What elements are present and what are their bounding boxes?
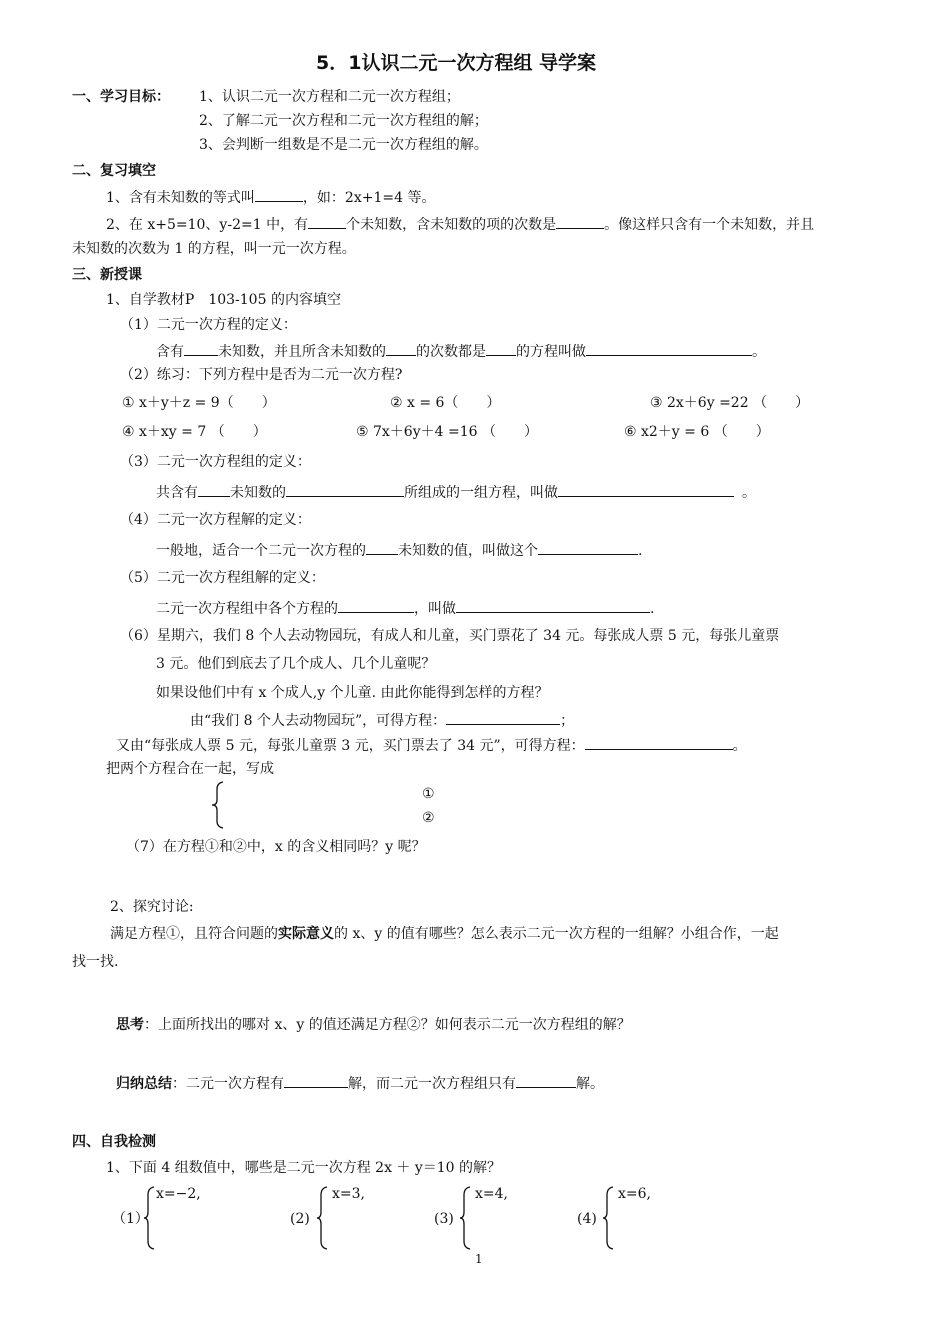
section-heading-selfcheck: 四、自我检测 <box>72 1134 156 1150</box>
text: 个未知数，含未知数的项的次数是 <box>346 217 557 233</box>
text: ：上面所找出的哪对 x、y 的值还满足方程②？如何表示二元一次方程组的解？ <box>144 1017 631 1033</box>
goal-item: 1、认识二元一次方程和二元一次方程组； <box>199 89 460 105</box>
summary <box>116 1073 604 1093</box>
exercise-heading: （2）练习：下列方程中是否为二元一次方程? <box>120 367 403 383</box>
definition-heading: （5）二元一次方程组解的定义： <box>120 570 325 586</box>
brace-icon <box>602 1186 616 1250</box>
fill-blank[interactable] <box>184 341 218 356</box>
text: ：二元一次方程有 <box>172 1076 284 1092</box>
fill-blank[interactable] <box>516 1073 576 1088</box>
equation-marker: ① <box>422 786 435 802</box>
option-label: (4) <box>577 1211 597 1227</box>
review-q2 <box>106 214 814 234</box>
explore-text <box>110 925 779 943</box>
text: 未知数的值，叫做这个 <box>398 543 538 559</box>
text: 由“我们 8 个人去动物园玩”，可得方程： <box>190 713 447 729</box>
selfcheck-q1: 1、下面 4 组数值中，哪些是二元一次方程 2x ＋ y＝10 的解？ <box>106 1160 502 1176</box>
text: 又由“每张成人票 5 元，每张儿童票 3 元，买门票去了 34 元”，可得方程： <box>116 738 585 754</box>
text: 的方程叫做 <box>516 344 586 360</box>
fill-blank[interactable] <box>446 710 560 725</box>
fill-blank[interactable] <box>585 735 733 750</box>
section-heading-goals: 一、学习目标： <box>72 89 170 105</box>
text: 。像这样只含有一个未知数，并且 <box>604 217 815 233</box>
combine-prompt: 把两个方程合在一起，写成 <box>106 761 274 777</box>
text: 的次数都是 <box>416 344 486 360</box>
text: 的 x、y 的值有哪些？怎么表示二元一次方程的一组解？小组合作，一起 <box>334 926 779 942</box>
fill-blank[interactable] <box>338 598 414 613</box>
text: ，如：2x+1=4 等。 <box>302 190 436 206</box>
text: 含有 <box>156 344 184 360</box>
text: ； <box>560 713 575 729</box>
fill-blank[interactable] <box>486 341 516 356</box>
equation-prompt <box>116 735 747 755</box>
exercise-item: ⑤ 7x＋6y＋4 =16 （ ） <box>356 424 538 440</box>
text: 解。 <box>576 1076 604 1092</box>
fill-blank[interactable] <box>308 214 346 229</box>
text: 所组成的一组方程，叫做 <box>404 485 558 501</box>
text: 二元一次方程组中各个方程的 <box>156 601 338 617</box>
text: 未知数，并且所含未知数的 <box>218 344 386 360</box>
option-label: （1） <box>112 1211 149 1227</box>
exercise-item: ④ x＋xy = 7 （ ） <box>122 424 267 440</box>
text: 满足方程①，且符合问题的 <box>110 926 278 942</box>
definition-heading: （1）二元一次方程的定义： <box>120 317 297 333</box>
fill-blank[interactable] <box>558 482 734 497</box>
equation-marker: ② <box>422 810 435 826</box>
option-x-value: x=6, <box>618 1186 651 1202</box>
fill-blank[interactable] <box>386 341 416 356</box>
fill-blank[interactable] <box>538 540 638 555</box>
label: 思考 <box>116 1017 144 1033</box>
exercise-item: ⑥ x2＋y = 6 （ ） <box>624 424 770 440</box>
fill-blank[interactable] <box>255 187 303 202</box>
option-x-value: x=4, <box>475 1186 508 1202</box>
fill-blank[interactable] <box>284 1073 348 1088</box>
text: 共含有 <box>156 485 198 501</box>
brace-icon <box>459 1186 473 1250</box>
definition-line <box>156 482 756 502</box>
text: . <box>650 601 655 617</box>
exercise-item: ① x＋y＋z = 9（ ） <box>122 395 276 411</box>
definition-line <box>156 598 654 618</box>
emphasis: 实际意义 <box>278 926 334 942</box>
option-x-value: x=3, <box>332 1186 365 1202</box>
explore-text-cont: 找一找. <box>72 954 119 970</box>
text: 1、含有未知数的等式叫 <box>106 190 255 206</box>
equation-prompt <box>190 710 574 730</box>
fill-blank[interactable] <box>198 482 230 497</box>
exercise-item: ③ 2x＋6y =22 （ ） <box>650 395 810 411</box>
text: 解，而二元一次方程组只有 <box>348 1076 516 1092</box>
review-q1 <box>106 187 435 207</box>
fill-blank[interactable] <box>456 598 650 613</box>
text: ，叫做 <box>414 601 456 617</box>
brace-icon <box>211 781 227 829</box>
brace-icon <box>143 1186 157 1250</box>
option-label: (3) <box>434 1211 454 1227</box>
text: 一般地，适合一个二元一次方程的 <box>156 543 366 559</box>
word-problem-line: 如果设他们中有 x 个成人,y 个儿童. 由此你能得到怎样的方程？ <box>156 685 549 701</box>
page-title: 5．1认识二元一次方程组 导学案 <box>316 52 597 74</box>
review-q2-cont: 未知数的次数为 1 的方程，叫一元一次方程。 <box>72 241 356 257</box>
exercise-item: ② x = 6（ ） <box>390 395 501 411</box>
goal-item: 2、了解二元一次方程和二元一次方程组的解； <box>199 113 488 129</box>
definition-heading: （3）二元一次方程组的定义： <box>120 454 311 470</box>
definition-line <box>156 540 642 560</box>
fill-blank[interactable] <box>366 540 398 555</box>
text: 。 <box>752 344 766 360</box>
text: 。 <box>742 485 756 501</box>
subsection-self-study: 1、自学教材P 103-105 的内容填空 <box>106 292 341 308</box>
think-prompt <box>116 1016 631 1034</box>
definition-heading: （4）二元一次方程解的定义： <box>120 512 311 528</box>
text: . <box>638 543 643 559</box>
text: 2、在 x+5=10、y-2=1 中，有 <box>106 217 309 233</box>
fill-blank[interactable] <box>556 214 604 229</box>
word-problem-line: （6）星期六，我们 8 个人去动物园玩，有成人和儿童，买门票花了 34 元。每张成人票 5 元，每张儿童票 <box>120 628 780 644</box>
option-x-value: x=−2, <box>156 1186 201 1202</box>
fill-blank[interactable] <box>286 482 404 497</box>
text: 。 <box>732 738 747 754</box>
label: 归纳总结 <box>116 1076 172 1092</box>
definition-line <box>156 341 766 361</box>
option-label: (2) <box>290 1211 310 1227</box>
page-number: 1 <box>475 1252 483 1266</box>
brace-icon <box>316 1186 330 1250</box>
fill-blank[interactable] <box>586 341 752 356</box>
section-heading-new: 三、新授课 <box>72 267 142 283</box>
word-problem-line: 3 元。他们到底去了几个成人、几个儿童呢？ <box>156 656 436 672</box>
text: 未知数的 <box>230 485 286 501</box>
goal-item: 3、会判断一组数是不是二元一次方程组的解。 <box>199 137 488 153</box>
section-heading-review: 二、复习填空 <box>72 163 156 179</box>
question-7: （7）在方程①和②中，x 的含义相同吗？y 呢？ <box>126 839 426 855</box>
subsection-explore: 2、探究讨论: <box>110 899 194 915</box>
